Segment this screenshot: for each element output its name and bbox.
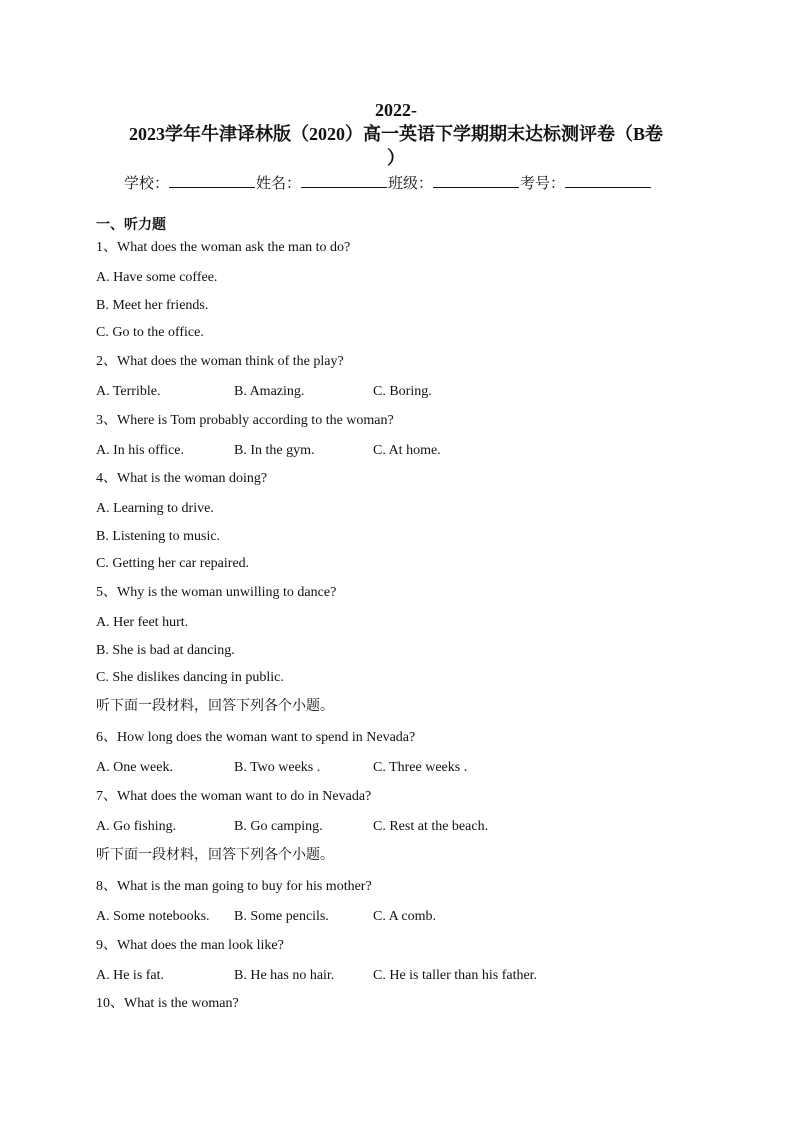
question-1-option-b: B. Meet her friends.	[96, 298, 209, 313]
question-8-stem: 8、What is the man going to buy for his mother?	[96, 879, 372, 894]
question-9-option-a: A. He is fat.	[96, 968, 165, 983]
question-6-option-b: B. Two weeks .	[234, 760, 321, 775]
question-7-option-b: B. Go camping.	[234, 819, 323, 834]
exam-title	[86, 98, 706, 170]
title-line-1: 2022-	[375, 100, 417, 120]
question-10-stem: 10、What is the woman?	[96, 996, 239, 1011]
question-6-option-c: C. Three weeks .	[373, 760, 468, 775]
question-2-stem: 2、What does the woman think of the play?	[96, 354, 344, 369]
question-2-option-c: C. Boring.	[373, 384, 432, 399]
number-label: 考号：	[520, 174, 566, 192]
question-2-option-a: A. Terrible.	[96, 384, 161, 399]
question-7-stem: 7、What does the woman want to do in Nevada?	[96, 789, 372, 804]
question-6-option-a: A. One week.	[96, 760, 173, 775]
listening-instruction-1: 听下面一段材料，回答下列各个小题。	[96, 698, 334, 714]
question-8-option-b: B. Some pencils.	[234, 909, 329, 924]
question-5-option-a: A. Her feet hurt.	[96, 615, 189, 630]
question-5-stem: 5、Why is the woman unwilling to dance?	[96, 585, 337, 600]
number-blank[interactable]	[565, 172, 651, 188]
question-6-stem: 6、How long does the woman want to spend in Nevada?	[96, 730, 416, 745]
question-5-option-b: B. She is bad at dancing.	[96, 643, 235, 658]
title-line-2: 2023学年牛津译林版（2020）高一英语下学期期末达标测评卷（B卷	[128, 124, 663, 144]
name-label: 姓名：	[256, 174, 302, 192]
listening-instruction-2: 听下面一段材料，回答下列各个小题。	[96, 847, 334, 863]
class-blank[interactable]	[433, 172, 519, 188]
student-info-row	[124, 172, 652, 193]
question-1-stem: 1、What does the woman ask the man to do?	[96, 240, 351, 255]
section-heading: 一、听力题	[96, 217, 166, 233]
title-line-3: ）	[387, 148, 405, 168]
question-9-option-c: C. He is taller than his father.	[373, 968, 538, 983]
question-3-stem: 3、Where is Tom probably according to the woman?	[96, 413, 394, 428]
question-3-option-c: C. At home.	[373, 443, 441, 458]
question-7-option-a: A. Go fishing.	[96, 819, 177, 834]
question-9-option-b: B. He has no hair.	[234, 968, 335, 983]
question-1-option-c: C. Go to the office.	[96, 325, 204, 340]
class-label: 班级：	[388, 174, 434, 192]
school-blank[interactable]	[169, 172, 255, 188]
question-2-option-b: B. Amazing.	[234, 384, 305, 399]
question-8-option-c: C. A comb.	[373, 909, 437, 924]
name-blank[interactable]	[301, 172, 387, 188]
question-1-option-a: A. Have some coffee.	[96, 270, 218, 285]
question-7-option-c: C. Rest at the beach.	[373, 819, 489, 834]
question-4-option-a: A. Learning to drive.	[96, 501, 214, 516]
question-5-option-c: C. She dislikes dancing in public.	[96, 670, 284, 685]
question-4-option-c: C. Getting her car repaired.	[96, 556, 250, 571]
school-label: 学校：	[124, 174, 170, 192]
question-4-stem: 4、What is the woman doing?	[96, 471, 268, 486]
question-9-stem: 9、What does the man look like?	[96, 938, 284, 953]
question-3-option-b: B. In the gym.	[234, 443, 315, 458]
question-4-option-b: B. Listening to music.	[96, 529, 221, 544]
question-3-option-a: A. In his office.	[96, 443, 184, 458]
question-8-option-a: A. Some notebooks.	[96, 909, 210, 924]
